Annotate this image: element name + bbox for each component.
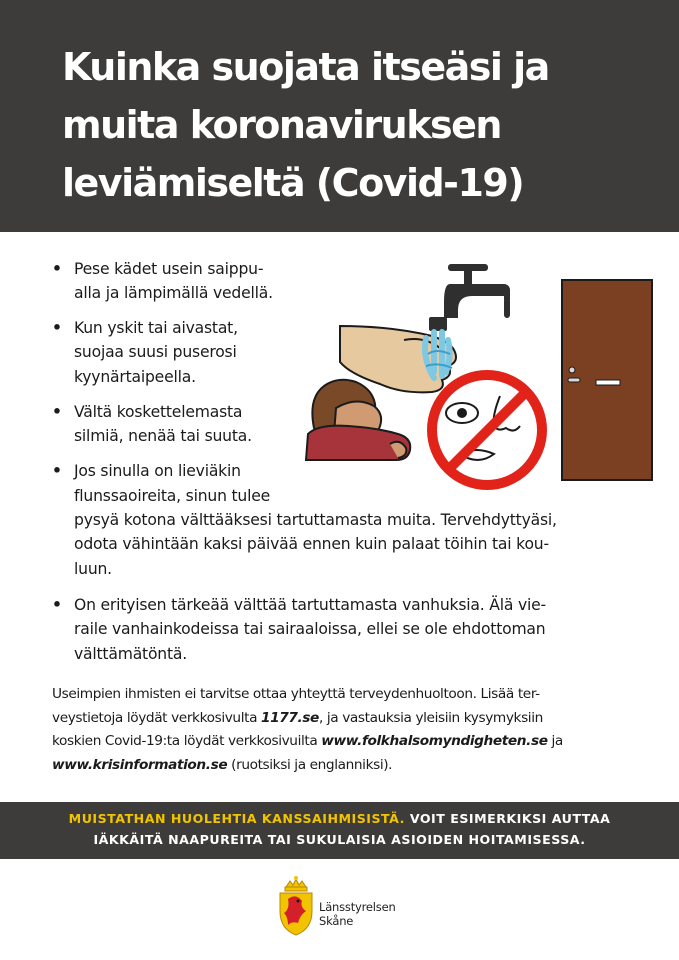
info-line (52, 754, 652, 778)
banner-line (0, 809, 679, 830)
link-folkhalsomyndigheten[interactable]: www.folkhalsomyndigheten.se (321, 733, 548, 750)
title-line: muita koronaviruksen (62, 103, 501, 147)
title-line: Kuinka suojata itseäsi ja (62, 45, 549, 89)
organization-name (319, 900, 396, 928)
organization-line: Länsstyrelsen (319, 900, 396, 914)
organization-line: Skåne (319, 914, 354, 928)
link-krisinformation[interactable]: www.krisinformation.se (52, 757, 228, 774)
reminder-banner (0, 802, 679, 859)
bullet-text: välttämätöntä. (74, 644, 188, 663)
coat-of-arms-icon (276, 875, 316, 937)
bullet-text: kyynärtaipeella. (74, 367, 196, 386)
bullet-text: • Vältä koskettelemasta (74, 402, 243, 421)
bullet-text: pysyä kotona välttääksesi tartuttamasta muita. Tervehdyttyäsi, (74, 511, 557, 530)
link-1177[interactable]: 1177.se (261, 709, 319, 726)
bullet-text: luun. (74, 559, 112, 578)
info-paragraph (52, 683, 652, 778)
info-text: (ruotsiksi ja englanniksi). (227, 757, 393, 774)
info-text: koskien Covid-19:ta löydät verkkosivuilta (52, 733, 322, 750)
banner-text (0, 802, 679, 850)
bullet-text: odota vähintään kaksi päivää ennen kuin palaat töihin tai kou- (74, 535, 549, 554)
faucet-icon (429, 264, 510, 331)
info-line (52, 683, 652, 707)
bullet-text: • On erityisen tärkeää välttää tartuttamasta vanhuksia. Älä vie- (74, 595, 546, 614)
info-text: ja (547, 733, 563, 750)
info-text: Useimpien ihmisten ei tarvitse ottaa yhteyttä terveydenhuoltoon. Lisää ter- (52, 686, 540, 702)
title-line: leviämiseltä (Covid-19) (62, 161, 524, 205)
info-text: , ja vastauksia yleisiin kysymyksiin (318, 709, 543, 726)
bullet-text: raile vanhainkodeissa tai sairaaloissa, ellei se ole ehdottoman (74, 620, 546, 639)
header-banner (0, 0, 679, 232)
info-text: veystietoja löydät verkkosivulta (52, 709, 262, 726)
coughing-person-icon (306, 380, 410, 460)
bullet-text: suojaa suusi puserosi (74, 343, 237, 362)
info-line (52, 707, 652, 731)
bullet-text: • Jos sinulla on lieviäkin (74, 462, 241, 481)
banner-line: IÄKKÄITÄ NAAPUREITA TAI SUKULAISIA ASIOIDEN HOITAMISESSA. (93, 831, 586, 847)
page-title (62, 38, 662, 212)
bullet-text: flunssaoireita, sinun tulee (74, 486, 271, 505)
info-line (52, 730, 652, 754)
list-item (52, 593, 642, 666)
bullet-text: • Pese kädet usein saippu- (74, 260, 264, 278)
no-touching-face-icon (432, 375, 542, 485)
bullet-text: alla ja lämpimällä vedellä. (74, 284, 273, 303)
door-icon (562, 280, 652, 480)
hygiene-illustration (300, 258, 660, 498)
bullet-text: • Kun yskit tai aivastat, (74, 319, 238, 337)
banner-rest: VOIT ESIMERKIKSI AUTTAA (404, 811, 611, 826)
bullet-text: silmiä, nenää tai suuta. (74, 427, 252, 446)
banner-highlight: MUISTATHAN HUOLEHTIA KANSSAIHMISISTÄ. (68, 811, 405, 826)
